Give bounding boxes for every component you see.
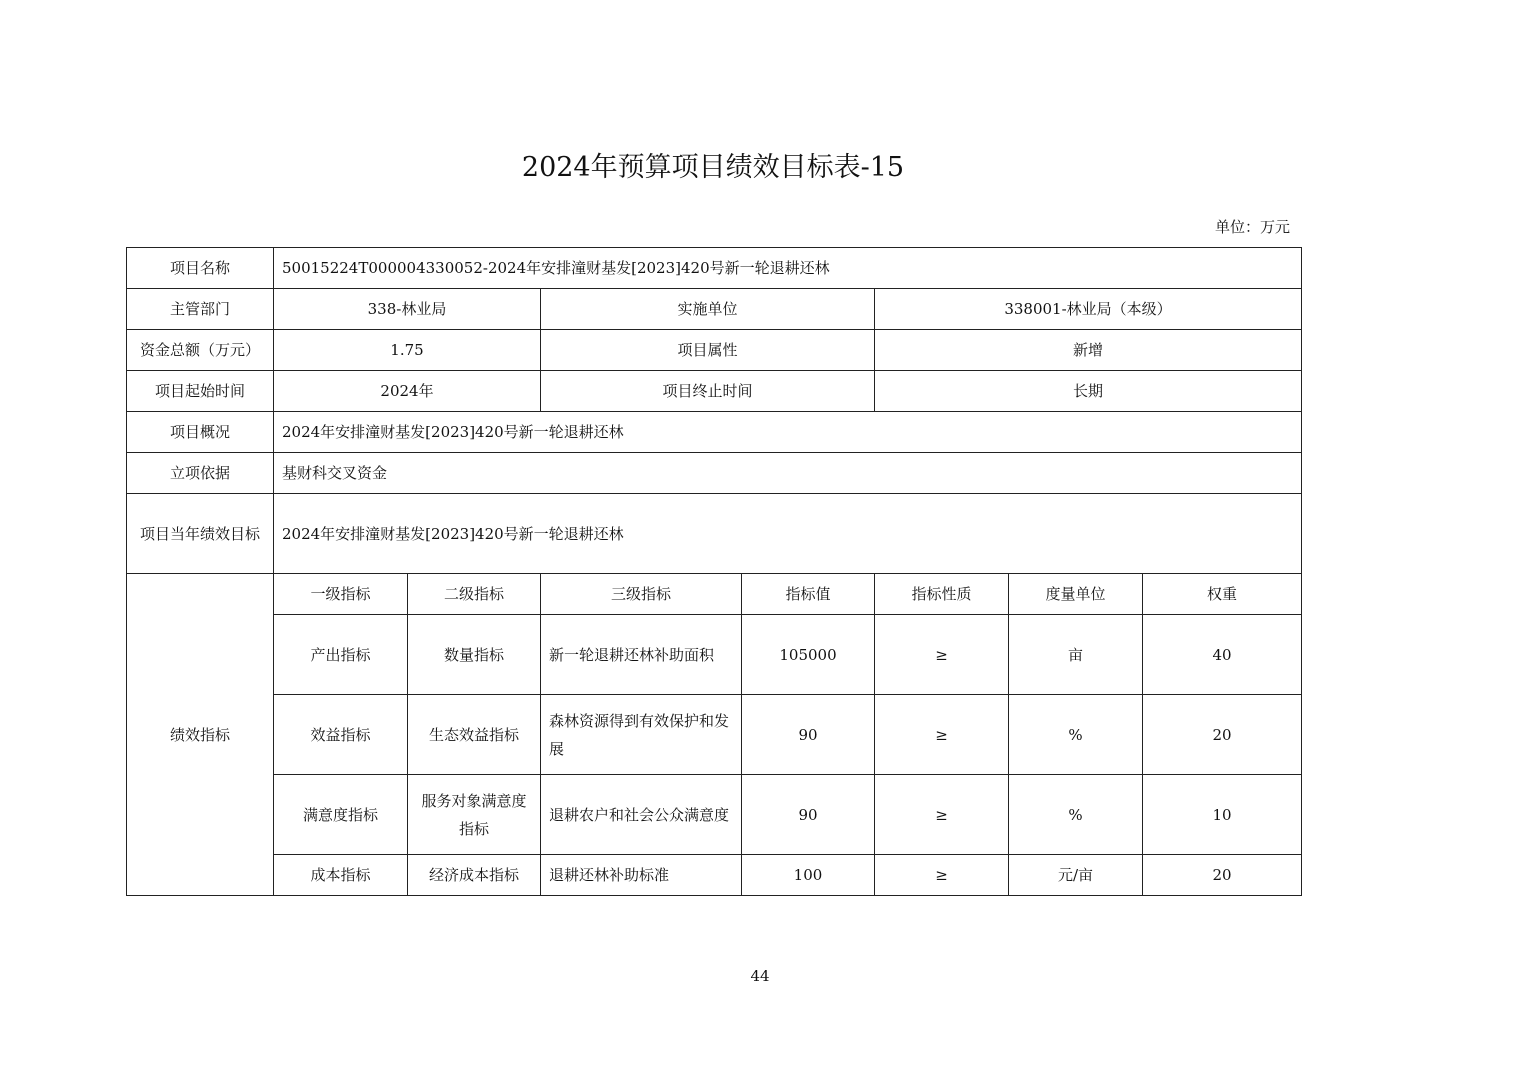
header-value: 指标值 <box>742 574 875 615</box>
goal-value: 2024年安排潼财基发[2023]420号新一轮退耕还林 <box>274 494 1302 574</box>
indicator-value: 90 <box>742 695 875 775</box>
indicator-l2: 服务对象满意度指标 <box>408 775 541 855</box>
indicator-unit: 亩 <box>1009 615 1143 695</box>
table-row <box>127 289 1302 330</box>
impl-label: 实施单位 <box>541 289 875 330</box>
indicator-unit: 元/亩 <box>1009 855 1143 896</box>
attr-value: 新增 <box>875 330 1302 371</box>
indicator-row <box>127 775 1302 855</box>
start-value: 2024年 <box>274 371 541 412</box>
overview-value: 2024年安排潼财基发[2023]420号新一轮退耕还林 <box>274 412 1302 453</box>
indicator-weight: 20 <box>1143 695 1302 775</box>
page-title: 2024年预算项目绩效目标表-15 <box>521 152 905 183</box>
dept-label: 主管部门 <box>127 289 274 330</box>
attr-label: 项目属性 <box>541 330 875 371</box>
indicator-row <box>127 615 1302 695</box>
indicator-l1: 产出指标 <box>274 615 408 695</box>
indicator-row <box>127 695 1302 775</box>
table-row <box>127 412 1302 453</box>
table-row <box>127 330 1302 371</box>
indicator-value: 90 <box>742 775 875 855</box>
indicator-unit: % <box>1009 695 1143 775</box>
indicator-l1: 满意度指标 <box>274 775 408 855</box>
fund-value: 1.75 <box>274 330 541 371</box>
indicator-nature: ≥ <box>875 855 1009 896</box>
dept-value: 338-林业局 <box>274 289 541 330</box>
goal-label: 项目当年绩效目标 <box>127 494 274 574</box>
table-row <box>127 453 1302 494</box>
basis-label: 立项依据 <box>127 453 274 494</box>
table-row <box>127 248 1302 289</box>
start-label: 项目起始时间 <box>127 371 274 412</box>
header-weight: 权重 <box>1143 574 1302 615</box>
indicator-l2: 经济成本指标 <box>408 855 541 896</box>
impl-value: 338001-林业局（本级） <box>875 289 1302 330</box>
indicator-l1: 效益指标 <box>274 695 408 775</box>
header-l3: 三级指标 <box>541 574 742 615</box>
header-l1: 一级指标 <box>274 574 408 615</box>
table-row <box>127 494 1302 574</box>
indicator-value: 100 <box>742 855 875 896</box>
indicator-row <box>127 855 1302 896</box>
indicator-l3: 退耕农户和社会公众满意度 <box>541 775 742 855</box>
end-label: 项目终止时间 <box>541 371 875 412</box>
indicators-section-label: 绩效指标 <box>127 574 274 896</box>
indicator-l1: 成本指标 <box>274 855 408 896</box>
indicator-l2: 生态效益指标 <box>408 695 541 775</box>
indicator-l2: 数量指标 <box>408 615 541 695</box>
indicator-weight: 40 <box>1143 615 1302 695</box>
page-number: 44 <box>750 967 770 985</box>
indicator-weight: 20 <box>1143 855 1302 896</box>
unit-label: 单位：万元 <box>1214 218 1290 236</box>
table-row <box>127 371 1302 412</box>
header-unit: 度量单位 <box>1009 574 1143 615</box>
project-name-value: 50015224T000004330052-2024年安排潼财基发[2023]420号新一轮退耕还林 <box>274 248 1302 289</box>
indicator-l3: 新一轮退耕还林补助面积 <box>541 615 742 695</box>
indicator-l3: 森林资源得到有效保护和发展 <box>541 695 742 775</box>
indicator-nature: ≥ <box>875 695 1009 775</box>
overview-label: 项目概况 <box>127 412 274 453</box>
indicator-nature: ≥ <box>875 775 1009 855</box>
header-l2: 二级指标 <box>408 574 541 615</box>
indicator-nature: ≥ <box>875 615 1009 695</box>
indicator-weight: 10 <box>1143 775 1302 855</box>
indicator-value: 105000 <box>742 615 875 695</box>
project-name-label: 项目名称 <box>127 248 274 289</box>
header-nature: 指标性质 <box>875 574 1009 615</box>
indicator-l3: 退耕还林补助标准 <box>541 855 742 896</box>
end-value: 长期 <box>875 371 1302 412</box>
fund-label: 资金总额（万元） <box>127 330 274 371</box>
indicator-unit: % <box>1009 775 1143 855</box>
indicator-header-row <box>127 574 1302 615</box>
basis-value: 基财科交叉资金 <box>274 453 1302 494</box>
performance-table <box>126 247 1302 896</box>
